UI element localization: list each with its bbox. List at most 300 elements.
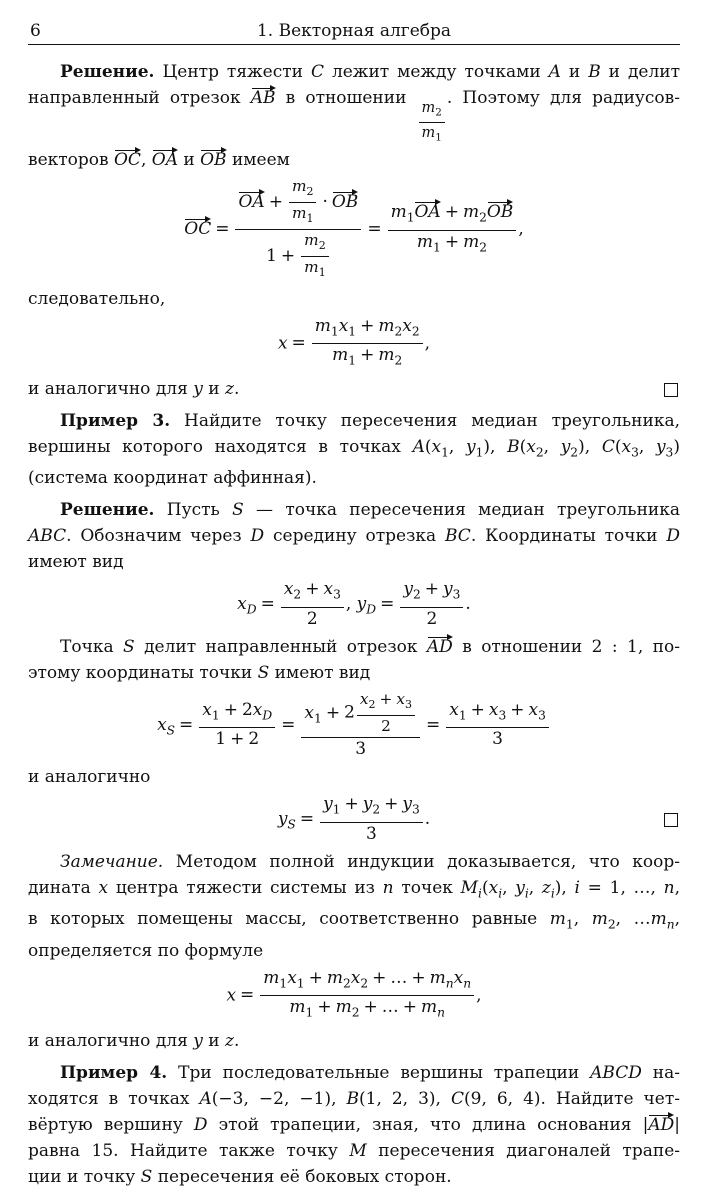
- math-variable: [291, 204, 314, 225]
- text-line: [28, 634, 680, 660]
- fraction: [388, 200, 517, 258]
- text-run: ),: [554, 878, 575, 899]
- text-run: ,: [448, 437, 466, 457]
- text-run: пересечения диагоналей трапе-: [366, 1140, 680, 1161]
- text-line: [28, 147, 680, 173]
- text-line: [28, 1138, 680, 1164]
- paragraph: [28, 1028, 680, 1054]
- math-variable: [362, 794, 381, 817]
- fraction: [199, 700, 275, 751]
- paragraph: [28, 408, 680, 491]
- subscript: 2: [306, 184, 314, 198]
- text-run: следовательно,: [28, 288, 166, 309]
- display-formula: [28, 316, 680, 372]
- text-run: 2: [426, 608, 438, 629]
- page-number: 6: [30, 21, 41, 41]
- math-variable: [383, 878, 394, 898]
- text-run: середину отрезка: [264, 526, 445, 547]
- fraction-numerator: [301, 231, 329, 257]
- math-variable: [378, 315, 403, 339]
- subscript: D: [366, 602, 377, 617]
- subscript: 3: [631, 445, 639, 460]
- paragraph: [28, 497, 680, 575]
- math-operator: +: [360, 345, 375, 366]
- math-variable: [413, 437, 425, 457]
- math-variable: [621, 437, 639, 460]
- text-line: [28, 376, 680, 402]
- subscript: i: [478, 886, 482, 901]
- subscript: 1: [406, 210, 415, 225]
- text-line: [28, 408, 680, 434]
- text-run: 3: [492, 729, 503, 750]
- math-variable: [311, 62, 324, 82]
- math-variable: [445, 526, 471, 546]
- text-run: (: [614, 437, 622, 457]
- variable-letter: m: [591, 909, 608, 930]
- fraction: [419, 99, 445, 147]
- text-run: . Координаты точки: [470, 526, 667, 547]
- text-run: 2: [381, 717, 391, 736]
- math-variable: [463, 232, 487, 255]
- math-operator: ·: [322, 192, 328, 213]
- math-variable: [283, 579, 302, 602]
- subscript: 3: [333, 587, 341, 602]
- text-run: этому координаты точки: [28, 663, 258, 684]
- text-run: в отношении 2 : 1, по-: [452, 637, 680, 658]
- subscript: 2: [412, 587, 421, 602]
- text-run: ,: [476, 985, 482, 1006]
- math-variable: [528, 699, 546, 723]
- text-run: .: [465, 594, 471, 615]
- text-run: вершины которого находятся в точках: [28, 437, 413, 457]
- subscript: 2: [368, 697, 376, 711]
- variable-letter: y: [560, 437, 571, 457]
- math-operator: +: [411, 967, 426, 988]
- fraction-numerator: [400, 579, 463, 608]
- text-run: (9, 6, 4). Найдите чет-: [464, 1088, 680, 1109]
- math-operator: =: [281, 714, 296, 735]
- subscript: 3: [498, 708, 507, 723]
- vector: AD: [426, 637, 453, 658]
- subscript: 1: [348, 324, 357, 339]
- text-run: 2: [248, 729, 260, 750]
- math-variable: [350, 967, 369, 991]
- math-variable: [378, 345, 403, 368]
- math-variable: [664, 878, 675, 898]
- vector: OC: [184, 219, 212, 239]
- text-run: . Поэтому для радиусов-: [446, 88, 680, 108]
- fraction-denominator: [419, 123, 445, 147]
- math-variable: [443, 579, 461, 602]
- variable-letter: x: [287, 967, 297, 988]
- variable-letter: m: [429, 967, 446, 988]
- variable-letter: A: [412, 437, 425, 457]
- text-line: [28, 85, 680, 147]
- fraction-numerator: [281, 579, 344, 608]
- text-run: …: [390, 967, 408, 988]
- math-variable: [28, 526, 66, 546]
- text-run: ,: [638, 437, 656, 457]
- variable-letter: S: [123, 637, 135, 658]
- variable-letter: m: [462, 202, 480, 223]
- math-operator: =: [240, 985, 255, 1006]
- text-run: — точка пересечения медиан треугольника: [243, 500, 680, 521]
- variable-letter: A: [548, 62, 561, 82]
- variable-letter: m: [304, 257, 319, 276]
- subscript: i: [498, 886, 503, 901]
- subscript: 3: [411, 802, 420, 817]
- variable-letter: x: [157, 714, 167, 735]
- text-run: дината: [28, 878, 99, 899]
- subscript: 1: [296, 976, 305, 991]
- variable-letter: x: [453, 967, 464, 988]
- paragraph: [28, 59, 680, 173]
- math-variable: [421, 99, 442, 119]
- variable-letter: x: [323, 579, 334, 600]
- math-variable: [488, 699, 507, 723]
- variable-letter: z: [541, 878, 551, 899]
- math-variable: [304, 703, 321, 723]
- math-variable: [650, 909, 675, 932]
- math-variable: [335, 997, 360, 1020]
- math-variable: [157, 714, 176, 738]
- variable-letter: m: [332, 345, 349, 366]
- fraction: [301, 231, 329, 282]
- math-variable: [200, 1089, 212, 1109]
- variable-letter: z: [224, 1030, 234, 1051]
- variable-letter: y: [362, 794, 373, 815]
- math-operator: +: [363, 997, 378, 1018]
- subscript: 1: [305, 1005, 314, 1020]
- variable-letter: M: [460, 878, 479, 899]
- text-line: [28, 1112, 680, 1138]
- text-run: ции и точку: [28, 1166, 141, 1187]
- variable-letter: y: [193, 379, 203, 399]
- variable-letter: m: [421, 125, 436, 142]
- subscript: i: [550, 886, 555, 901]
- math-variable: [402, 315, 420, 339]
- math-variable: [591, 909, 616, 932]
- math-operator: +: [344, 794, 359, 815]
- variable-letter: C: [601, 437, 615, 457]
- text-run: ),: [578, 437, 602, 457]
- text-line: [28, 497, 680, 523]
- math-operator: +: [360, 315, 375, 336]
- page-body: [28, 59, 680, 1190]
- paragraph: [28, 634, 680, 686]
- subscript: 1: [314, 710, 322, 725]
- subscript: 2: [479, 240, 487, 255]
- text-run: центра тяжести системы из: [108, 878, 383, 899]
- variable-letter: m: [304, 231, 319, 249]
- subscript: 1: [433, 240, 441, 255]
- text-run: ,: [573, 909, 592, 930]
- text-line: [28, 849, 680, 875]
- math-variable: [421, 125, 442, 144]
- subscript: 2: [293, 587, 302, 602]
- math-variable: [277, 809, 296, 832]
- variable-letter: x: [252, 699, 263, 720]
- variable-letter: x: [226, 985, 237, 1006]
- display-formula: [28, 177, 680, 282]
- math-variable: [356, 594, 377, 617]
- text-line: [28, 660, 680, 686]
- fraction: [446, 700, 549, 751]
- fraction-numerator: [357, 690, 415, 716]
- text-run: (: [481, 878, 489, 899]
- variable-letter: x: [338, 315, 349, 336]
- fraction-denominator: [400, 608, 463, 630]
- text-run: имеем: [226, 150, 290, 171]
- variable-letter: D: [666, 526, 680, 547]
- variable-letter: B: [346, 1088, 359, 1109]
- variable-letter: m: [314, 315, 331, 336]
- variable-letter: x: [350, 967, 361, 988]
- math-operator: +: [402, 997, 417, 1018]
- text-run: , …: [615, 909, 651, 930]
- text-line: [28, 875, 680, 906]
- math-operator: +: [384, 794, 399, 815]
- text-line: [28, 549, 680, 575]
- math-variable: [526, 437, 544, 460]
- vector: OB: [200, 150, 227, 171]
- subscript: 3: [405, 697, 412, 711]
- math-variable: [323, 579, 341, 602]
- variable-letter: x: [449, 699, 459, 720]
- text-run: |: [674, 1114, 681, 1135]
- math-variable: [304, 257, 326, 279]
- math-operator: =: [260, 594, 275, 615]
- book-page: [28, 18, 680, 1190]
- subscript: n: [463, 976, 472, 991]
- variable-letter: x: [526, 437, 536, 457]
- variable-letter: m: [378, 345, 395, 366]
- subscript: 1: [441, 445, 449, 460]
- variable-letter: y: [193, 1030, 203, 1051]
- fraction-denominator: [281, 608, 344, 630]
- math-variable: [462, 202, 487, 225]
- fraction-numerator: [320, 794, 423, 823]
- variable-letter: x: [277, 333, 288, 354]
- text-run: ,: [502, 878, 516, 899]
- text-run: и: [177, 150, 201, 171]
- subscript: 1: [435, 132, 442, 144]
- fraction-denominator: [235, 230, 361, 282]
- text-run: (1, 2, 3),: [359, 1088, 451, 1109]
- subscript: 2: [535, 445, 544, 460]
- text-run: ,: [518, 219, 524, 239]
- variable-letter: M: [349, 1140, 367, 1161]
- variable-letter: S: [140, 1166, 153, 1187]
- math-variable: [549, 62, 561, 82]
- text-run: Точка: [60, 637, 123, 658]
- subscript: 2: [411, 324, 420, 339]
- math-operator: +: [223, 699, 238, 720]
- subscript: 1: [348, 353, 357, 368]
- variable-letter: m: [335, 997, 352, 1018]
- text-run: 3: [366, 823, 377, 844]
- vector: AD: [648, 1114, 675, 1135]
- math-variable: [252, 699, 273, 723]
- variable-letter: x: [396, 690, 405, 709]
- fraction-denominator: [320, 823, 423, 845]
- math-variable: [141, 1167, 153, 1187]
- paragraph: [28, 376, 680, 402]
- variable-letter: x: [528, 699, 539, 720]
- paragraph: [28, 764, 680, 790]
- variable-letter: BC: [445, 526, 471, 547]
- math-variable: [590, 1063, 642, 1083]
- text-run: и аналогично для: [28, 1030, 194, 1051]
- bold-label: Пример 4.: [60, 1062, 168, 1083]
- math-operator: +: [470, 699, 485, 720]
- text-line: [28, 465, 680, 491]
- display-formula: [28, 690, 680, 760]
- text-run: на-: [641, 1062, 680, 1083]
- text-run: лежит между точками: [323, 62, 549, 82]
- text-run: ,: [528, 878, 542, 899]
- subscript: S: [287, 817, 296, 832]
- fraction-numerator: [419, 99, 445, 124]
- chapter-title: 1. Векторная алгебра: [256, 21, 452, 41]
- running-header: [28, 18, 680, 45]
- math-variable: [429, 967, 454, 991]
- math-variable: [602, 437, 615, 457]
- subscript: 2: [394, 353, 403, 368]
- variable-letter: S: [257, 663, 270, 684]
- math-variable: [359, 690, 376, 711]
- math-variable: [332, 345, 357, 368]
- variable-letter: x: [304, 702, 315, 723]
- math-variable: [251, 526, 265, 546]
- text-run: имеют вид: [269, 663, 371, 684]
- text-run: вёртую вершину: [28, 1114, 194, 1135]
- math-operator: +: [510, 699, 525, 720]
- math-variable: [588, 62, 601, 82]
- text-run: (−3, −2, −1),: [211, 1088, 347, 1109]
- math-variable: [258, 663, 270, 683]
- text-run: .: [233, 379, 240, 399]
- variable-letter: m: [421, 99, 436, 116]
- text-line: [28, 906, 680, 937]
- variable-letter: ABC: [28, 526, 67, 547]
- text-run: …: [381, 997, 399, 1018]
- math-operator: +: [444, 202, 459, 223]
- math-operator: =: [426, 714, 441, 735]
- fraction-denominator: [312, 344, 423, 372]
- text-run: 1: [266, 245, 277, 266]
- text-run: направленный отрезок: [28, 88, 251, 108]
- math-variable: [278, 333, 288, 353]
- paragraph: [28, 1060, 680, 1190]
- math-operator: +: [317, 997, 332, 1018]
- fraction: [281, 579, 344, 630]
- fraction: [312, 316, 423, 372]
- qed-square-icon: [664, 813, 678, 827]
- math-variable: [666, 526, 680, 546]
- math-variable: [449, 699, 467, 723]
- subscript: 1: [318, 265, 326, 279]
- math-operator: +: [230, 729, 245, 750]
- variable-letter: x: [402, 315, 412, 336]
- text-run: Найдите точку пересечения медиан треугольника,: [170, 411, 680, 431]
- fraction-denominator: [289, 203, 317, 228]
- variable-letter: y: [443, 579, 453, 600]
- subscript: 1: [332, 802, 341, 817]
- subscript: 2: [479, 210, 487, 225]
- variable-letter: ABCD: [590, 1062, 642, 1083]
- variable-letter: m: [291, 204, 307, 223]
- math-operator: +: [444, 232, 460, 252]
- variable-letter: y: [655, 437, 666, 457]
- fraction-denominator: [388, 231, 517, 259]
- text-run: ,: [424, 333, 431, 354]
- variable-letter: D: [250, 526, 265, 547]
- math-variable: [507, 437, 520, 457]
- math-variable: [431, 437, 449, 460]
- subscript: 2: [372, 802, 381, 817]
- math-variable: [123, 637, 135, 657]
- math-variable: [225, 1031, 234, 1051]
- subscript: n: [437, 1005, 446, 1020]
- bold-label: Решение.: [60, 500, 155, 521]
- math-variable: [304, 231, 326, 252]
- display-formula: [28, 579, 680, 630]
- text-run: ): [673, 437, 680, 457]
- math-operator: =: [367, 219, 382, 239]
- fraction-denominator: [446, 728, 549, 750]
- variable-letter: m: [326, 967, 343, 988]
- math-operator: =: [291, 333, 306, 354]
- math-variable: [226, 985, 236, 1005]
- math-operator: +: [424, 579, 439, 600]
- subscript: 3: [538, 708, 546, 723]
- text-run: ходятся в точках: [28, 1088, 200, 1109]
- subscript: i: [524, 886, 529, 901]
- variable-letter: A: [199, 1088, 212, 1109]
- text-run: Пусть: [154, 500, 233, 521]
- variable-letter: n: [663, 878, 675, 899]
- math-variable: [237, 594, 257, 617]
- math-variable: [541, 878, 555, 901]
- subscript: 3: [452, 587, 461, 602]
- vector: OB: [331, 192, 359, 213]
- math-variable: [453, 967, 472, 991]
- text-run: = 1, …,: [579, 878, 664, 899]
- vector: OA: [414, 202, 441, 223]
- variable-letter: x: [359, 690, 369, 709]
- fraction-denominator: [301, 738, 420, 760]
- paragraph: [28, 286, 680, 312]
- math-operator: =: [215, 219, 230, 239]
- fraction-numerator: [235, 177, 361, 230]
- variable-letter: z: [224, 379, 234, 399]
- text-run: равна 15. Найдите также точку: [28, 1140, 350, 1161]
- paragraph: [28, 849, 680, 964]
- variable-letter: y: [277, 809, 288, 830]
- subscript: 2: [342, 976, 351, 991]
- text-run: в которых помещены массы, соответственно равные: [28, 909, 550, 930]
- math-variable: [549, 909, 574, 932]
- text-line: [28, 523, 680, 549]
- italic-label: Замечание.: [60, 852, 164, 873]
- text-line: [28, 1164, 680, 1190]
- subscript: n: [445, 976, 454, 991]
- variable-letter: x: [488, 878, 499, 899]
- fraction-numerator: [388, 200, 517, 231]
- math-variable: [291, 177, 314, 198]
- text-run: ),: [483, 437, 508, 457]
